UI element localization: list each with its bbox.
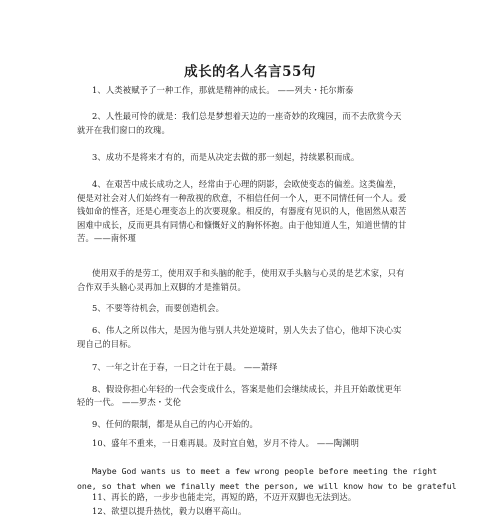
quote-line: 困难中成长，反而更具有同情心和慷慨好义的胸怀怀抱。由于他知道人生，知道世情的甘 <box>77 220 407 230</box>
page-title: 成长的名人名言55句 <box>184 64 316 80</box>
english-quote-line: one, so that when we finally meet the person, we will know how to be grateful <box>77 481 457 491</box>
quote-line: 4、在艰苦中成长成功之人，经常由于心理的阴影，会欧使变态的偏差。这类偏差， <box>92 179 402 189</box>
quote-line: 7、一年之计在于春，一日之计在于晨。 ——萧绎 <box>92 362 278 372</box>
quote-line: 8、假设你担心年轻的一代会变成什么，答案是他们会继续成长，并且开始敢忧更年 <box>92 384 402 394</box>
quote-line: 6、伟人之所以伟大，是因为他与别人共处逆境时，别人失去了信心，他却下决心实 <box>92 325 402 335</box>
quote-line: 就开在我们窗口的玫瑰。 <box>77 125 170 135</box>
quote-line: 合作双手头脑心灵再加上双脚的才是推销员。 <box>77 282 246 292</box>
quote-line: 2、人性最可怜的就是：我们总是梦想着天边的一座奇妙的玫瑰园，而不去欣赏今天 <box>92 111 402 121</box>
quote-line: 苦。——南怀瑾 <box>77 233 137 243</box>
quote-line: 11、再长的路，一步步也能走完，再短的路，不迈开双脚也无法到达。 <box>92 492 357 502</box>
english-quote-line: Maybe God wants us to meet a few wrong people before meeting the right <box>92 466 438 476</box>
quote-line: 轻的一代。 ——罗杰・艾伦 <box>77 397 182 407</box>
quote-line: 5、不要等待机会，而要创造机会。 <box>92 303 225 313</box>
quote-line: 使用双手的是劳工，使用双手和头脑的舵手，使用双手头脑与心灵的是艺术家，只有 <box>92 268 405 278</box>
quote-line: 现自己的目标。 <box>77 339 137 349</box>
quote-line: 12、欲望以提升热忱，毅力以磨平高山。 <box>92 506 247 516</box>
quote-line: 1、人类被赋予了一种工作，那就是精神的成长。 ——列夫・托尔斯泰 <box>92 85 354 95</box>
quote-line: 便是对社会对人们始终有一种敌视的欣意，不相信任何一个人，更不同情任何一个人。爱 <box>77 193 407 203</box>
quote-line: 钱如命的悭吝，还是心理变态上的次要现象。相反的，有器度有见识的人，他固然从艰苦 <box>77 206 407 216</box>
quote-line: 10、盛年不重来，一日难再晨。及时宜自勉，岁月不待人。 ——陶渊明 <box>92 438 360 448</box>
quote-line: 3、成功不是将来才有的，而是从决定去做的那一刻起，持续累积而成。 <box>92 152 360 162</box>
quote-line: 9、任何的限制，都是从自己的内心开始的。 <box>92 419 258 429</box>
